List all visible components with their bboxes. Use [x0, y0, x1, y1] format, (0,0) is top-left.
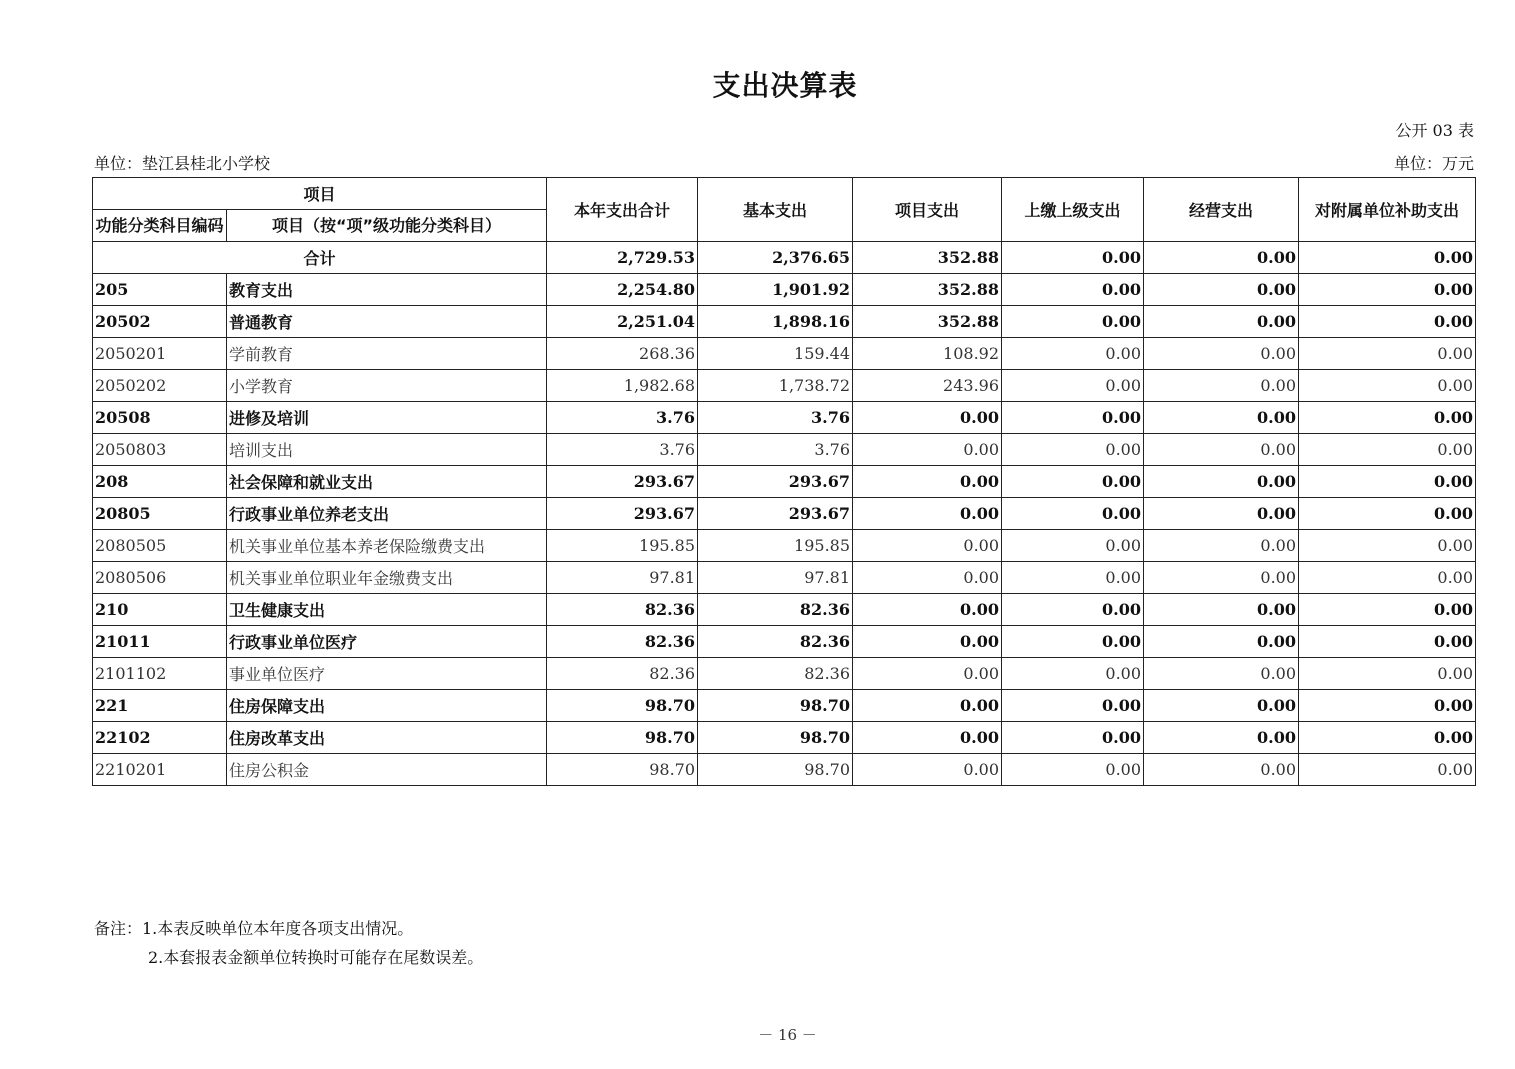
row-name: 住房改革支出	[227, 722, 547, 754]
row-value: 82.36	[547, 658, 698, 690]
row-code: 22102	[93, 722, 227, 754]
table-row	[93, 274, 1476, 306]
row-value: 82.36	[547, 594, 698, 626]
row-value: 97.81	[547, 562, 698, 594]
row-name: 机关事业单位职业年金缴费支出	[227, 562, 547, 594]
reporting-unit: 单位：垫江县桂北小学校	[94, 154, 271, 173]
total-value: 2,729.53	[547, 242, 698, 274]
row-value: 3.76	[698, 402, 853, 434]
row-value: 352.88	[853, 306, 1002, 338]
row-value: 0.00	[1299, 530, 1476, 562]
row-value: 0.00	[1002, 370, 1144, 402]
page-title: 支出决算表	[712, 69, 858, 102]
row-value: 0.00	[853, 754, 1002, 786]
row-value: 98.70	[698, 690, 853, 722]
row-value: 0.00	[1144, 594, 1299, 626]
table-row	[93, 306, 1476, 338]
notes	[94, 914, 483, 972]
row-code: 20805	[93, 498, 227, 530]
row-value: 0.00	[1144, 690, 1299, 722]
row-name: 行政事业单位养老支出	[227, 498, 547, 530]
total-row	[93, 242, 1476, 274]
row-value: 0.00	[1002, 402, 1144, 434]
row-value: 1,738.72	[698, 370, 853, 402]
row-value: 0.00	[1299, 754, 1476, 786]
row-value: 352.88	[853, 274, 1002, 306]
row-name: 培训支出	[227, 434, 547, 466]
row-value: 0.00	[1144, 626, 1299, 658]
table-row	[93, 466, 1476, 498]
row-value: 0.00	[853, 722, 1002, 754]
row-value: 0.00	[1002, 274, 1144, 306]
row-value: 0.00	[1144, 274, 1299, 306]
row-value: 159.44	[698, 338, 853, 370]
row-name: 住房公积金	[227, 754, 547, 786]
header-basic: 基本支出	[698, 178, 853, 242]
row-name: 进修及培训	[227, 402, 547, 434]
row-value: 0.00	[1299, 370, 1476, 402]
row-value: 0.00	[1299, 306, 1476, 338]
row-value: 0.00	[1299, 498, 1476, 530]
row-value: 0.00	[1144, 722, 1299, 754]
row-value: 0.00	[1299, 434, 1476, 466]
row-name: 事业单位医疗	[227, 658, 547, 690]
row-value: 108.92	[853, 338, 1002, 370]
row-value: 0.00	[853, 658, 1002, 690]
row-value: 98.70	[698, 722, 853, 754]
row-value: 0.00	[1299, 562, 1476, 594]
table-row	[93, 626, 1476, 658]
row-value: 82.36	[698, 658, 853, 690]
row-value: 0.00	[853, 466, 1002, 498]
row-value: 0.00	[1144, 754, 1299, 786]
row-value: 0.00	[1144, 434, 1299, 466]
table-row	[93, 690, 1476, 722]
row-value: 3.76	[698, 434, 853, 466]
row-value: 0.00	[1299, 594, 1476, 626]
row-value: 0.00	[853, 530, 1002, 562]
header-business: 经营支出	[1144, 178, 1299, 242]
row-value: 0.00	[1002, 466, 1144, 498]
row-value: 0.00	[1299, 274, 1476, 306]
table-row	[93, 754, 1476, 786]
header-project: 项目支出	[853, 178, 1002, 242]
expenditure-table	[92, 177, 1476, 786]
row-value: 0.00	[1299, 402, 1476, 434]
row-code: 2050202	[93, 370, 227, 402]
row-value: 0.00	[1002, 754, 1144, 786]
row-value: 0.00	[1002, 626, 1144, 658]
row-name: 普通教育	[227, 306, 547, 338]
row-value: 0.00	[1002, 722, 1144, 754]
table-row	[93, 562, 1476, 594]
total-value: 0.00	[1002, 242, 1144, 274]
note-line-1: 备注：1.本表反映单位本年度各项支出情况。	[94, 919, 414, 938]
row-value: 293.67	[698, 498, 853, 530]
row-value: 0.00	[1144, 658, 1299, 690]
row-value: 293.67	[698, 466, 853, 498]
row-value: 0.00	[853, 626, 1002, 658]
row-value: 98.70	[547, 754, 698, 786]
row-code: 221	[93, 690, 227, 722]
row-value: 0.00	[1299, 338, 1476, 370]
row-value: 0.00	[1144, 530, 1299, 562]
row-code: 210	[93, 594, 227, 626]
header-total: 本年支出合计	[547, 178, 698, 242]
row-name: 行政事业单位医疗	[227, 626, 547, 658]
row-value: 0.00	[1144, 562, 1299, 594]
total-value: 0.00	[1299, 242, 1476, 274]
header-code: 功能分类科目编码	[93, 210, 227, 242]
row-value: 0.00	[1002, 434, 1144, 466]
row-name: 学前教育	[227, 338, 547, 370]
row-value: 0.00	[853, 594, 1002, 626]
total-value: 352.88	[853, 242, 1002, 274]
row-value: 268.36	[547, 338, 698, 370]
row-value: 0.00	[853, 498, 1002, 530]
row-value: 0.00	[1144, 306, 1299, 338]
row-value: 0.00	[1299, 626, 1476, 658]
row-value: 0.00	[1144, 466, 1299, 498]
table-row	[93, 722, 1476, 754]
row-value: 293.67	[547, 498, 698, 530]
row-name: 机关事业单位基本养老保险缴费支出	[227, 530, 547, 562]
row-value: 0.00	[1002, 562, 1144, 594]
table-row	[93, 658, 1476, 690]
row-value: 0.00	[1002, 530, 1144, 562]
row-value: 0.00	[1002, 306, 1144, 338]
row-name: 教育支出	[227, 274, 547, 306]
row-value: 3.76	[547, 434, 698, 466]
header-name: 项目（按“项”级功能分类科目）	[227, 210, 547, 242]
row-value: 0.00	[853, 562, 1002, 594]
row-code: 2210201	[93, 754, 227, 786]
table-row	[93, 530, 1476, 562]
row-code: 20508	[93, 402, 227, 434]
row-name: 小学教育	[227, 370, 547, 402]
row-code: 20502	[93, 306, 227, 338]
page-number: － 16 －	[758, 1026, 817, 1044]
row-value: 98.70	[547, 722, 698, 754]
row-value: 0.00	[1002, 690, 1144, 722]
row-value: 97.81	[698, 562, 853, 594]
table-row	[93, 338, 1476, 370]
total-value: 2,376.65	[698, 242, 853, 274]
row-code: 205	[93, 274, 227, 306]
row-value: 0.00	[853, 434, 1002, 466]
row-value: 0.00	[1002, 658, 1144, 690]
total-value: 0.00	[1144, 242, 1299, 274]
header-item: 项目	[93, 178, 547, 210]
row-value: 82.36	[698, 626, 853, 658]
row-value: 0.00	[1002, 498, 1144, 530]
form-number: 公开 03 表	[1395, 121, 1474, 140]
row-code: 21011	[93, 626, 227, 658]
row-value: 0.00	[1144, 338, 1299, 370]
row-value: 293.67	[547, 466, 698, 498]
row-value: 0.00	[1299, 722, 1476, 754]
row-value: 0.00	[1002, 594, 1144, 626]
header-upper: 上缴上级支出	[1002, 178, 1144, 242]
row-code: 208	[93, 466, 227, 498]
row-code: 2050803	[93, 434, 227, 466]
row-name: 卫生健康支出	[227, 594, 547, 626]
row-value: 243.96	[853, 370, 1002, 402]
row-value: 98.70	[698, 754, 853, 786]
row-value: 0.00	[1299, 658, 1476, 690]
total-label: 合计	[93, 242, 547, 274]
row-value: 1,982.68	[547, 370, 698, 402]
row-value: 195.85	[547, 530, 698, 562]
row-value: 0.00	[853, 402, 1002, 434]
row-value: 82.36	[547, 626, 698, 658]
row-name: 社会保障和就业支出	[227, 466, 547, 498]
row-code: 2101102	[93, 658, 227, 690]
row-value: 2,254.80	[547, 274, 698, 306]
row-value: 0.00	[853, 690, 1002, 722]
row-value: 0.00	[1299, 466, 1476, 498]
row-value: 2,251.04	[547, 306, 698, 338]
row-value: 195.85	[698, 530, 853, 562]
row-value: 98.70	[547, 690, 698, 722]
row-value: 3.76	[547, 402, 698, 434]
table-row	[93, 498, 1476, 530]
row-value: 0.00	[1144, 370, 1299, 402]
row-name: 住房保障支出	[227, 690, 547, 722]
row-value: 0.00	[1144, 402, 1299, 434]
row-value: 0.00	[1299, 690, 1476, 722]
row-value: 1,898.16	[698, 306, 853, 338]
header-subsidy: 对附属单位补助支出	[1299, 178, 1476, 242]
currency-unit: 单位：万元	[1393, 154, 1474, 173]
row-value: 0.00	[1002, 338, 1144, 370]
row-value: 82.36	[698, 594, 853, 626]
row-value: 1,901.92	[698, 274, 853, 306]
note-line-2: 2.本套报表金额单位转换时可能存在尾数误差。	[148, 948, 484, 967]
row-value: 0.00	[1144, 498, 1299, 530]
table-row	[93, 402, 1476, 434]
table-row	[93, 370, 1476, 402]
row-code: 2080505	[93, 530, 227, 562]
row-code: 2050201	[93, 338, 227, 370]
row-code: 2080506	[93, 562, 227, 594]
table-row	[93, 594, 1476, 626]
table-row	[93, 434, 1476, 466]
